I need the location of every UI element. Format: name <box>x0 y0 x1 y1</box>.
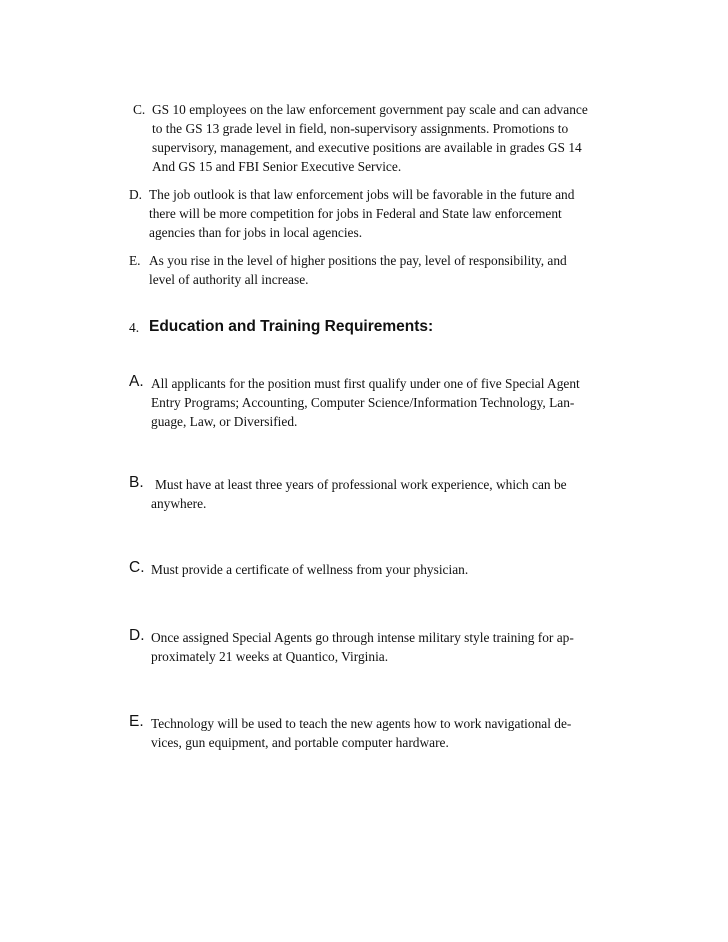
requirement-b-line-1: Must have at least three years of professional work experience, which can be <box>155 477 567 492</box>
requirement-d-line-1: Once assigned Special Agents go through intense military style training for ap- <box>151 630 574 645</box>
requirement-e-line-1: Technology will be used to teach the new agents how to work navigational de- <box>151 716 572 731</box>
requirement-b-letter: B. <box>129 474 144 491</box>
outlook-c-letter: C. <box>133 102 146 117</box>
requirement-c-line-1: Must provide a certificate of wellness from your physician. <box>151 562 469 577</box>
outlook-e-letter: E. <box>129 253 141 268</box>
outlook-c-line-1: GS 10 employees on the law enforcement government pay scale and can advance <box>152 102 588 117</box>
requirement-a-letter: A. <box>129 373 144 390</box>
outlook-e-line-1: As you rise in the level of higher positions the pay, level of responsibility, and <box>149 253 567 268</box>
outlook-d-line-3: agencies than for jobs in local agencies. <box>149 225 363 240</box>
section-title: Education and Training Requirements: <box>149 318 434 335</box>
outlook-d-line-1: The job outlook is that law enforcement jobs will be favorable in the future and <box>149 187 575 202</box>
outlook-d-letter: D. <box>129 187 143 202</box>
requirement-b-line-2: anywhere. <box>151 496 207 511</box>
requirement-c-letter: C. <box>129 559 145 576</box>
requirement-e-line-2: vices, gun equipment, and portable computer hardware. <box>151 735 449 750</box>
outlook-c-line-3: supervisory, management, and executive positions are available in grades GS 14 <box>152 140 582 155</box>
requirement-e-letter: E. <box>129 713 144 730</box>
requirement-a-line-3: guage, Law, or Diversified. <box>151 414 298 429</box>
outlook-e-line-2: level of authority all increase. <box>149 272 309 287</box>
requirement-d-letter: D. <box>129 627 145 644</box>
requirement-d-line-2: proximately 21 weeks at Quantico, Virginia. <box>151 649 389 664</box>
requirement-a-line-1: All applicants for the position must first qualify under one of five Special Agent <box>151 376 580 391</box>
section-number: 4. <box>129 320 140 335</box>
outlook-c-line-2: to the GS 13 grade level in field, non-supervisory assignments. Promotions to <box>152 121 569 136</box>
outlook-d-line-2: there will be more competition for jobs in Federal and State law enforcement <box>149 206 562 221</box>
outlook-c-line-4: And GS 15 and FBI Senior Executive Service. <box>152 159 402 174</box>
requirement-a-line-2: Entry Programs; Accounting, Computer Science/Information Technology, Lan- <box>151 395 575 410</box>
